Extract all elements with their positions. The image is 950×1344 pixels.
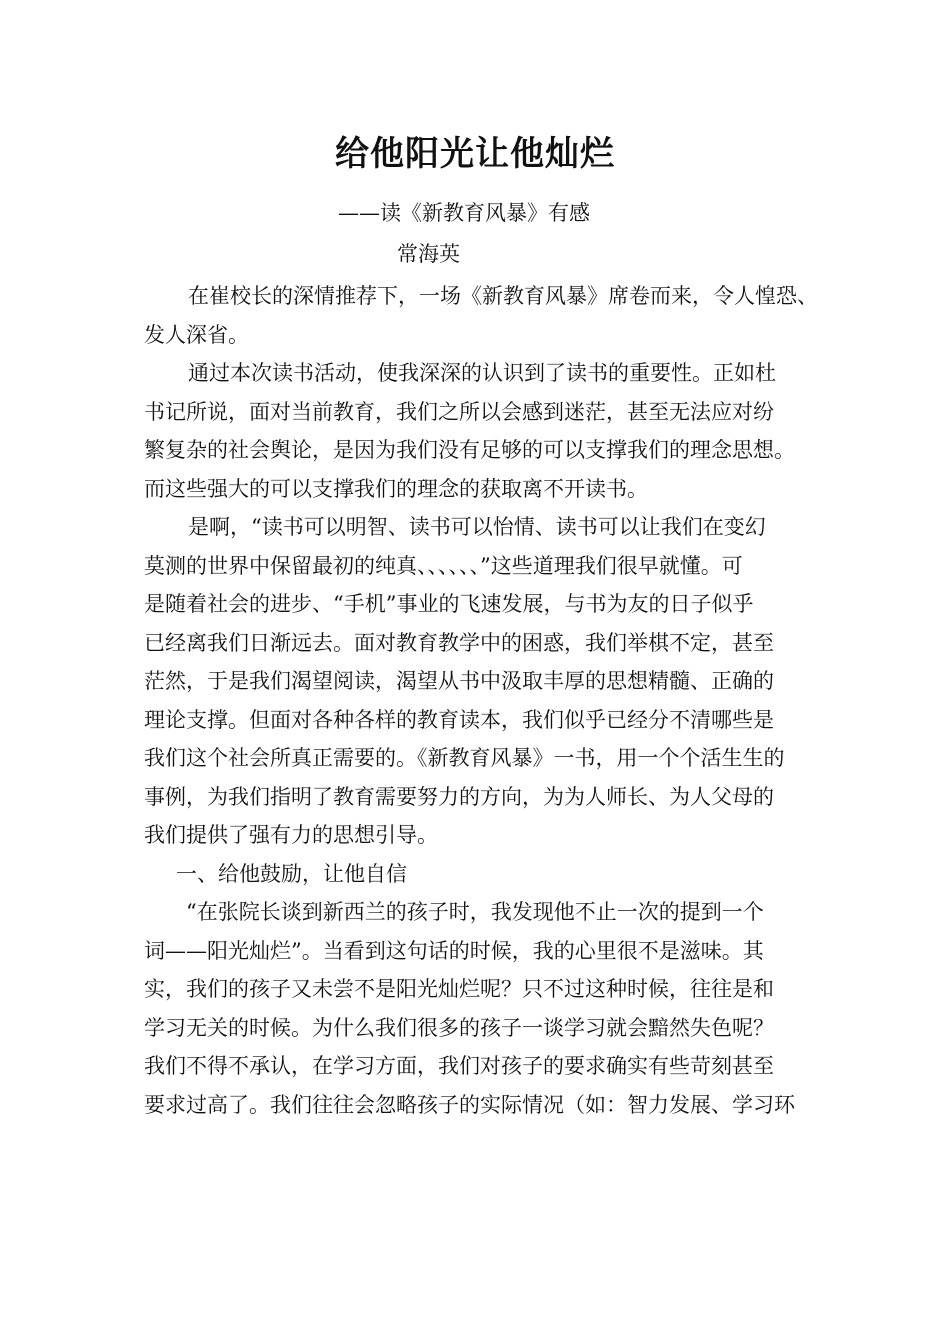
- text-line: 书记所说，面对当前教育，我们之所以会感到迷茫，甚至无法应对纷: [144, 399, 774, 424]
- text-line: 要求过高了。我们往往会忽略孩子的实际情况（如：智力发展、学习环: [144, 1092, 795, 1117]
- text-line: 学习无关的时候。为什么我们很多的孩子一谈学习就会黯然失色呢？: [144, 1015, 774, 1040]
- document-subtitle: ——读《新教育风暴》有感: [338, 201, 590, 225]
- paragraph: [144, 893, 834, 1124]
- document-body: [144, 277, 834, 1124]
- text-line: “在张院长谈到新西兰的孩子时，我发现他不止一次的提到一个: [186, 900, 764, 924]
- text-line: 词——阳光灿烂”。当看到这句话的时候，我的心里很不是滋味。其: [144, 938, 764, 963]
- text-line: 已经离我们日渐远去。面对教育教学中的困惑，我们举棋不定，甚至: [144, 630, 774, 655]
- text-line: 繁复杂的社会舆论，是因为我们没有足够的可以支撑我们的理念思想。: [144, 438, 795, 462]
- text-line: 实，我们的孩子又未尝不是阳光灿烂呢？只不过这种时候，往往是和: [144, 977, 774, 1001]
- paragraph: [144, 508, 834, 855]
- section-heading: [144, 855, 834, 894]
- text-line: 是啊，“读书可以明智、读书可以怡情、读书可以让我们在变幻: [188, 515, 766, 539]
- text-line: 我们不得不承认，在学习方面，我们对孩子的要求确实有些苛刻甚至: [144, 1054, 774, 1078]
- paragraph: [144, 277, 834, 354]
- text-line: 发人深省。: [144, 322, 249, 347]
- paragraph: [144, 354, 834, 508]
- text-line: 莫测的世界中保留最初的纯真、、、、、、”这些道理我们很早就懂。可: [144, 553, 743, 578]
- text-line: 通过本次读书活动，使我深深的认识到了读书的重要性。正如杜: [188, 361, 776, 385]
- text-line: 茫然，于是我们渴望阅读，渴望从书中汲取丰厚的思想精髓、正确的: [144, 669, 774, 693]
- text-line: 我们这个社会所真正需要的。《新教育风暴》一书，用一个个活生生的: [144, 746, 785, 770]
- text-line: 我们提供了强有力的思想引导。: [144, 823, 438, 847]
- author-name: 常海英: [397, 242, 460, 266]
- text-line: 在崔校长的深情推荐下，一场《新教育风暴》席卷而来，令人惶恐、: [188, 284, 818, 308]
- text-line: 事例，为我们指明了教育需要努力的方向，为为人师长、为人父母的: [144, 784, 774, 809]
- text-line: 一、给他鼓励，让他自信: [176, 861, 407, 886]
- text-line: 而这些强大的可以支撑我们的理念的获取离不开读书。: [144, 476, 648, 501]
- text-line: 是随着社会的进步、“手机”事业的飞速发展，与书为友的日子似乎: [144, 592, 754, 616]
- document-title: 给他阳光让他灿烂: [335, 134, 615, 174]
- text-line: 理论支撑。但面对各种各样的教育读本，我们似乎已经分不清哪些是: [144, 707, 774, 732]
